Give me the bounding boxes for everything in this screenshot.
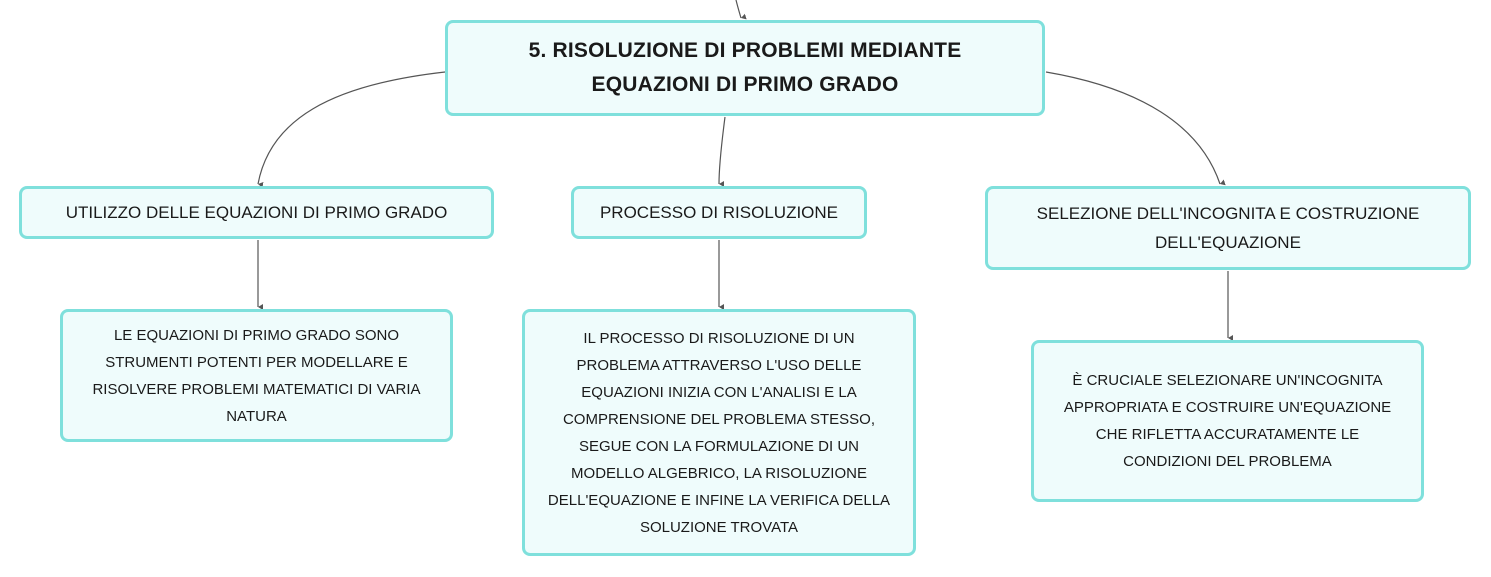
topic-label [1037, 199, 1420, 257]
detail-text-line: MODELLO ALGEBRICO, LA RISOLUZIONE [571, 464, 867, 482]
topic-label [66, 198, 448, 227]
topic-node-utilizzo[interactable] [19, 186, 494, 239]
connector-root-to-topic-3 [1046, 72, 1220, 184]
root-title-line-2: EQUAZIONI DI PRIMO GRADO [591, 73, 899, 96]
detail-text-line: SOLUZIONE TROVATA [639, 518, 799, 536]
detail-node-utilizzo[interactable] [60, 309, 453, 442]
detail-text-line: EQUAZIONI INIZIA CON L'ANALISI E LA [581, 383, 857, 401]
root-title-line-1: 5. RISOLUZIONE DI PROBLEMI MEDIANTE [528, 39, 962, 62]
root-title [529, 34, 962, 102]
detail-text-line: NATURA [226, 407, 287, 425]
topic-node-processo[interactable] [571, 186, 867, 239]
detail-text-line: È CRUCIALE SELEZIONARE UN'INCOGNITA [1072, 372, 1383, 389]
connector-parent-to-root [736, 0, 741, 18]
connector-root-to-topic-2 [719, 117, 725, 184]
detail-text [548, 325, 890, 541]
detail-text-line: STRUMENTI POTENTI PER MODELLARE E [105, 353, 408, 371]
detail-text-line: CHE RIFLETTA ACCURATAMENTE LE [1095, 426, 1360, 443]
detail-text [92, 322, 420, 430]
topic-label-line: DELL'EQUAZIONE [1155, 233, 1301, 252]
topic-label-line: PROCESSO DI RISOLUZIONE [599, 203, 839, 222]
root-node[interactable] [445, 20, 1045, 116]
detail-node-selezione[interactable] [1031, 340, 1424, 502]
detail-text-line: IL PROCESSO DI RISOLUZIONE DI UN [583, 329, 855, 347]
detail-text-line: COMPRENSIONE DEL PROBLEMA STESSO, [562, 410, 875, 428]
connector-root-to-topic-1 [258, 72, 445, 184]
detail-node-processo[interactable] [522, 309, 916, 556]
detail-text-line: DELL'EQUAZIONE E INFINE LA VERIFICA DELLA [547, 491, 891, 509]
detail-text-line: LE EQUAZIONI DI PRIMO GRADO SONO [113, 326, 400, 344]
detail-text-line: SEGUE CON LA FORMULAZIONE DI UN [578, 437, 860, 455]
detail-text-line: APPROPRIATA E COSTRUIRE UN'EQUAZIONE [1063, 399, 1392, 416]
topic-node-selezione[interactable] [985, 186, 1471, 270]
topic-label-line: UTILIZZO DELLE EQUAZIONI DI PRIMO GRADO [65, 203, 448, 222]
detail-text-line: CONDIZIONI DEL PROBLEMA [1123, 453, 1332, 470]
topic-label [600, 198, 838, 227]
detail-text [1064, 367, 1391, 475]
topic-label-line: SELEZIONE DELL'INCOGNITA E COSTRUZIONE [1036, 204, 1420, 223]
detail-text-line: PROBLEMA ATTRAVERSO L'USO DELLE [576, 356, 862, 374]
detail-text-line: RISOLVERE PROBLEMI MATEMATICI DI VARIA [92, 380, 421, 398]
